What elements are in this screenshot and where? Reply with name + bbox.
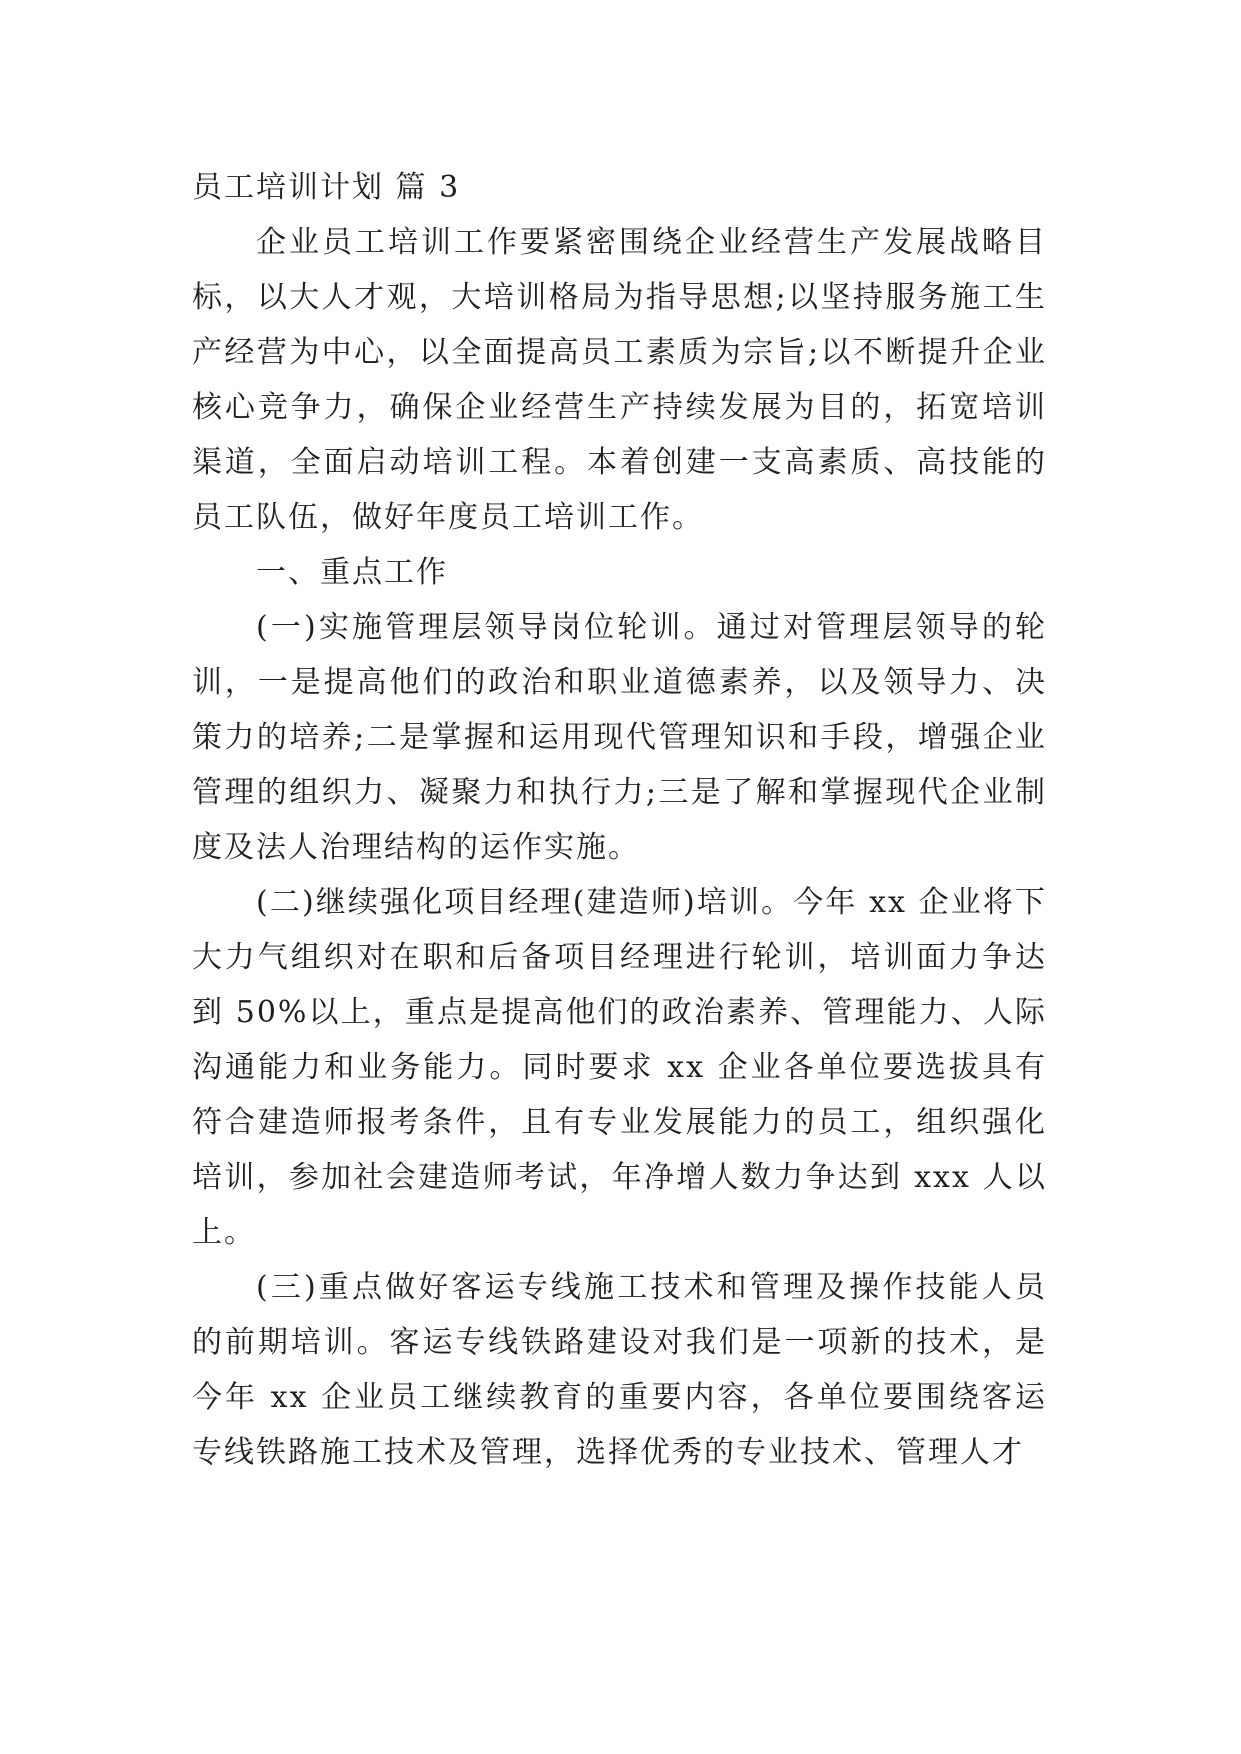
paragraph-item-3: (三)重点做好客运专线施工技术和管理及操作技能人员的前期培训。客运专线铁路建设对我们是一项新的技术，是今年 xx 企业员工继续教育的重要内容，各单位要围绕客运专线铁路施工技术及管理，选择优秀的专业技术、管理人才	[192, 1270, 1047, 1470]
paragraph-item-2: (二)继续强化项目经理(建造师)培训。今年 xx 企业将下大力气组织对在职和后备项目经理进行轮训，培训面力争达到 50%以上，重点是提高他们的政治素养、管理能力、人际沟通能力和业务能力。同时要求 xx 企业各单位要选拔具有符合建造师报考条件，且有专业发展能力的员工，组织强化培训，参加社会建造师考试，年净增人数力争达到 xxx 人以上。	[192, 885, 1047, 1250]
paragraph-intro: 企业员工培训工作要紧密围绕企业经营生产发展战略目标，以大人才观，大培训格局为指导思想;以坚持服务施工生产经营为中心，以全面提高员工素质为宗旨;以不断提升企业核心竞争力，确保企业经营生产持续发展为目的，拓宽培训渠道，全面启动培训工程。本着创建一支高素质、高技能的员工队伍，做好年度员工培训工作。	[192, 225, 1047, 535]
document-body	[192, 160, 1047, 1480]
document-title: 员工培训计划 篇 3	[192, 170, 461, 205]
section-heading-key-work: 一、重点工作	[256, 555, 448, 590]
paragraph-item-1: (一)实施管理层领导岗位轮训。通过对管理层领导的轮训，一是提高他们的政治和职业道德素养，以及领导力、决策力的培养;二是掌握和运用现代管理知识和手段，增强企业管理的组织力、凝聚力和执行力;三是了解和掌握现代企业制度及法人治理结构的运作实施。	[192, 610, 1047, 865]
